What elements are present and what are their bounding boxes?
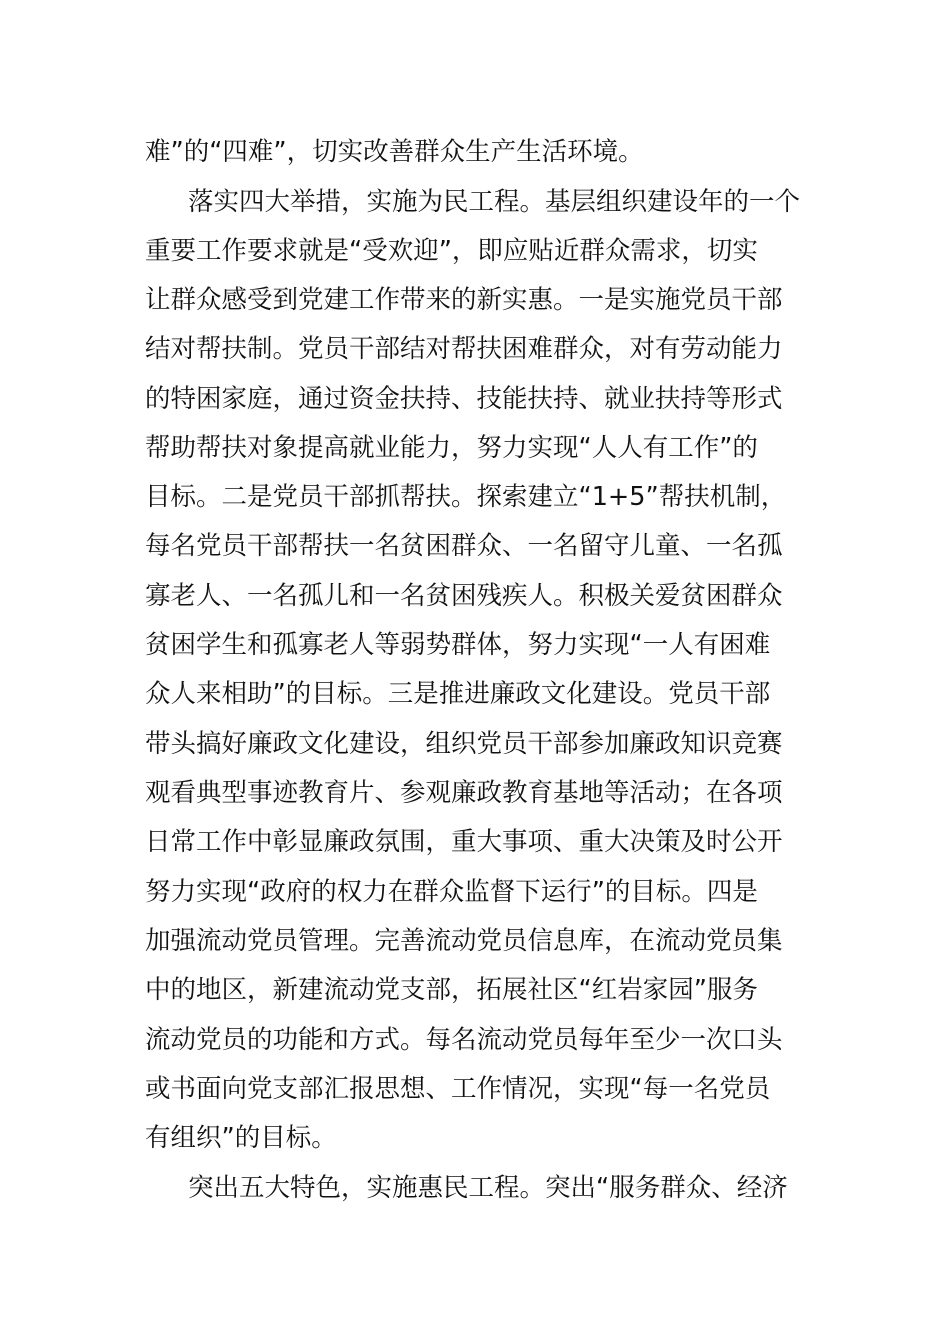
text-line: 日常工作中彰显廉政氛围，重大事项、重大决策及时公开 (145, 827, 783, 857)
text-line: 寡老人、一名孤儿和一名贫困残疾人。积极关爱贫困群众 (145, 581, 783, 611)
text-line: 帮助帮扶对象提高就业能力，努力实现“人人有工作”的 (145, 433, 758, 463)
text-line: 难”的“四难”，切实改善群众生产生活环境。 (145, 137, 644, 167)
text-line: 加强流动党员管理。完善流动党员信息库，在流动党员集 (145, 926, 783, 956)
text-line: 众人来相助”的目标。三是推进廉政文化建设。党员干部 (145, 679, 771, 709)
text-line: 重要工作要求就是“受欢迎”，即应贴近群众需求，切实 (145, 236, 758, 266)
text-line: 有组织”的目标。 (145, 1123, 337, 1153)
text-line: 观看典型事迹教育片、参观廉政教育基地等活动；在各项 (145, 778, 783, 808)
paragraph-start-line: 落实四大举措，实施为民工程。基层组织建设年的一个 (188, 187, 801, 217)
text-line: 或书面向党支部汇报思想、工作情况，实现“每一名党员 (145, 1074, 771, 1104)
text-line: 流动党员的功能和方式。每名流动党员每年至少一次口头 (145, 1025, 783, 1055)
text-line: 结对帮扶制。党员干部结对帮扶困难群众，对有劳动能力 (145, 334, 783, 364)
text-line: 让群众感受到党建工作带来的新实惠。一是实施党员干部 (145, 285, 783, 315)
text-line: 努力实现“政府的权力在群众监督下运行”的目标。四是 (145, 877, 758, 907)
text-line: 每名党员干部帮扶一名贫困群众、一名留守儿童、一名孤 (145, 531, 783, 561)
paragraph-start-line: 突出五大特色，实施惠民工程。突出“服务群众、经济 (188, 1173, 788, 1203)
text-line: 中的地区，新建流动党支部，拓展社区“红岩家园”服务 (145, 975, 758, 1005)
text-line: 目标。二是党员干部抓帮扶。探索建立“1+5”帮扶机制， (145, 482, 787, 512)
text-line: 的特困家庭，通过资金扶持、技能扶持、就业扶持等形式 (145, 384, 783, 414)
text-line: 贫困学生和孤寡老人等弱势群体，努力实现“一人有困难 (145, 630, 771, 660)
text-line: 带头搞好廉政文化建设，组织党员干部参加廉政知识竞赛 (145, 729, 783, 759)
